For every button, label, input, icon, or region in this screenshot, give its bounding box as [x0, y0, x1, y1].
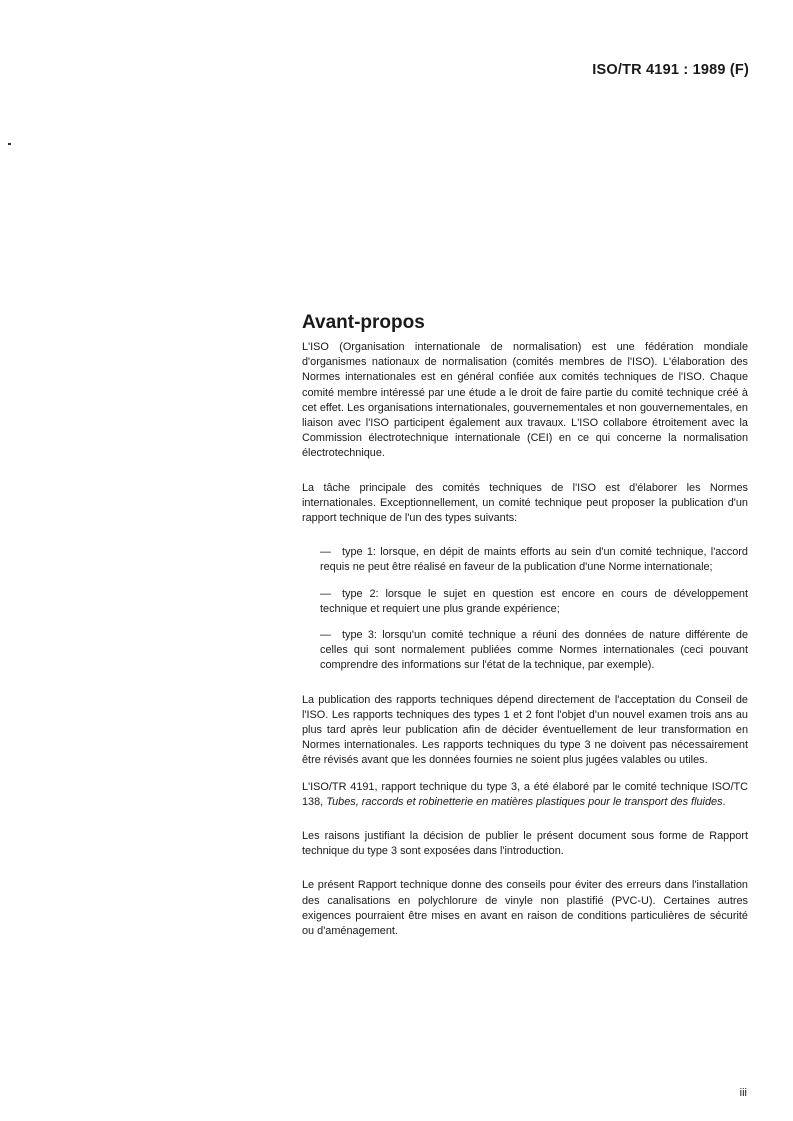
list-item-text: type 1: lorsque, en dépit de maints efforts au sein d'un comité technique, l'accord requis ne peut être réalisé en faveur de la publication d'une Norme internationale; [320, 546, 748, 574]
paragraph-4-end: . [722, 795, 726, 808]
foreword-paragraph-4 [302, 780, 748, 810]
document-reference: ISO/TR 4191 : 1989 (F) [592, 62, 749, 78]
margin-mark [8, 143, 11, 145]
foreword-paragraph-1: L'ISO (Organisation internationale de normalisation) est une fédération mondiale d'organismes nationaux de normalisation (comités membres de l'ISO). L'élaboration des Normes internationales est en général confiée aux comités techniques de l'ISO. Chaque comité membre intéressé par une étude a le droit de faire partie du comité technique créé à cet effet. Les organisations internationales, gouvernementales et non gouvernementales, en liaison avec l'ISO participent également aux travaux. L'ISO collabore étroitement avec la Commission électrotechnique internationale (CEI) en ce qui concerne la normalisation électrotechnique. [302, 341, 748, 460]
page-number: iii [739, 1087, 747, 1099]
list-item-type-3 [320, 628, 748, 674]
paragraph-4-lead: L'ISO/TR 4191, rapport technique du type 3, a été élaboré par le comité technique ISO/TC 138, [302, 780, 748, 808]
list-item-type-1 [320, 545, 748, 575]
foreword-paragraph-5: Les raisons justifiant la décision de publier le présent document sous forme de Rapport technique du type 3 sont exposées dans l'introduction. [302, 830, 748, 858]
list-dash: — [320, 587, 331, 600]
list-item-type-2 [320, 587, 748, 617]
foreword-section [302, 312, 748, 950]
foreword-paragraph-2: La tâche principale des comités techniques de l'ISO est d'élaborer les Normes internationales. Exceptionnellement, un comité technique peut proposer la publication d'un rapport technique de l'un des types suivants: [302, 481, 748, 525]
list-dash: — [320, 546, 331, 559]
foreword-paragraph-6: Le présent Rapport technique donne des conseils pour éviter des erreurs dans l'installation des canalisations en polychlorure de vinyle non plastifié (PVC-U). Certaines autres exigences pourraient être mises en avant en raison de conditions particulières de sécurité ou d'aménagement. [302, 879, 748, 938]
list-item-text: type 2: lorsque le sujet en question est encore en cours de développement technique et requiert une plus grande expérience; [320, 587, 748, 615]
foreword-paragraph-3: La publication des rapports techniques dépend directement de l'acceptation du Conseil de l'ISO. Les rapports techniques des types 1 et 2 font l'objet d'un nouvel examen trois ans au plus tard après leur publication afin de décider éventuellement de leur transformation en Normes internationales. Les rapports techniques du type 3 ne doivent pas nécessairement être révisés avant que les données fournies ne soient plus jugées valables ou utiles. [302, 693, 748, 767]
committee-title: Tubes, raccords et robinetterie en matières plastiques pour le transport des fluides [326, 795, 723, 808]
foreword-title: Avant-propos [302, 312, 425, 333]
list-item-text: type 3: lorsqu'un comité technique a réuni des données de nature différente de celles qui sont normalement publiées comme Normes internationales (ceci pouvant comprendre des informations sur l'état de la technique, par exemple). [320, 629, 748, 672]
list-dash: — [320, 629, 331, 642]
